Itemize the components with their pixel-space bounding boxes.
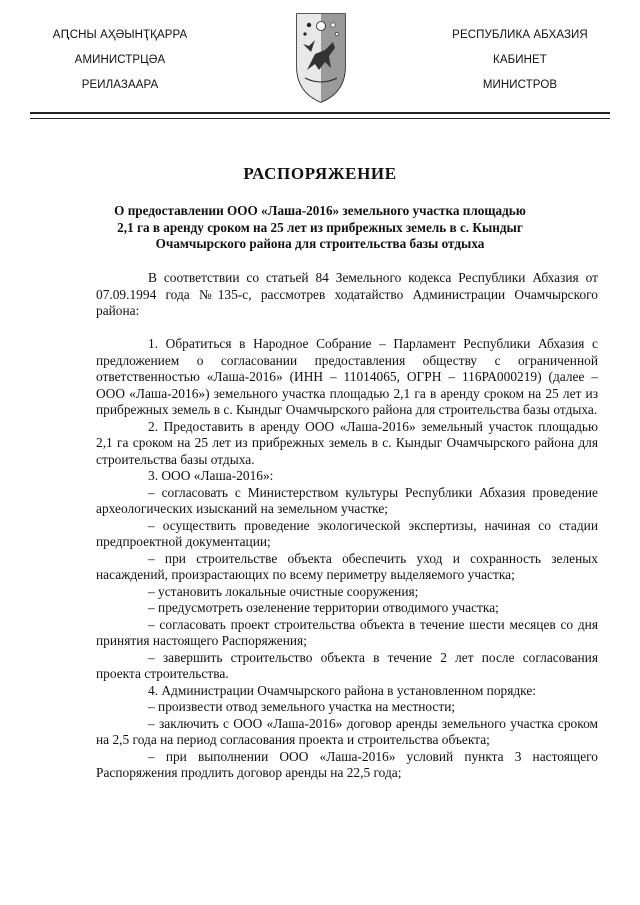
header-abkhaz [20, 28, 220, 103]
header-right-line-3: МИНИСТРОВ [482, 79, 558, 91]
clause-4-item: – при выполнении ООО «Лаша-2016» условий пункта 3 настоящего Распоряжения продлить договор аренды на 22,5 года; [96, 748, 598, 780]
clause-4: 4. Администрации Очамчырского района в установленном порядке: [148, 682, 537, 698]
clause-1: 1. Обратиться в Народное Собрание – Парламент Республики Абхазия с предложением о согласовании предоставления обществу с ограниченной ответственностью «Лаша-2016» (ИНН – 11014065, ОГРН – 116РА000219) (далее – ООО «Лаша-2016») земельного участка площадью 2,1 га в аренду сроком на 25 лет из прибрежных земель в с. Кындыг Очамчырского района для строительства базы отдыха. [96, 336, 598, 417]
clause-4-item: – заключить с ООО «Лаша-2016» договор аренды земельного участка сроком на 2,5 года на период согласования проекта и строительства объекта; [96, 715, 598, 747]
clause-4-item: – произвести отвод земельного участка на местности; [148, 699, 456, 714]
clause-3-item: – согласовать с Министерством культуры Республики Абхазия проведение археологических изысканий на земельном участке; [96, 484, 598, 516]
header-left-line-3: РЕИЛАЗААРА [81, 79, 159, 91]
clause-2: 2. Предоставить в аренду ООО «Лаша-2016» земельный участок площадью 2,1 га сроком на 25 лет из прибрежных земель в с. Кындыг Очамчырского района для строительства базы отдыха. [96, 418, 598, 467]
document-body [96, 270, 598, 782]
clause-3-item: – установить локальные очистные сооружения; [148, 583, 419, 599]
clause-3-item: – предусмотреть озеленение территории отводимого участка; [148, 600, 499, 615]
clause-3: 3. ООО «Лаша-2016»: [148, 468, 274, 483]
document-subject: О предоставлении ООО «Лаша-2016» земельного участка площадью 2,1 га в аренду сроком на 25 лет из прибрежных земель в с. Кындыг Очамчырского района для строительства базы отдыха [114, 203, 526, 251]
clause-3-item: – согласовать проект строительства объекта в течение шести месяцев со дня принятия настоящего Распоряжения; [96, 616, 598, 648]
coat-of-arms-emblem [295, 12, 347, 104]
document-title: РАСПОРЯЖЕНИЕ [243, 164, 397, 183]
header-left-line-1: АԤСНЫ АҲӘЫНҬҚАРРА [52, 29, 188, 41]
header-divider-thin [30, 118, 610, 119]
preamble-paragraph: В соответствии со статьей 84 Земельного кодекса Республики Абхазия от 07.09.1994 года №135-с, рассмотрев ходатайство Администрации Очамчырского района: [96, 270, 598, 318]
header-russian [420, 28, 620, 103]
header-divider-thick [30, 112, 610, 114]
header-right-line-2: КАБИНЕТ [493, 54, 547, 66]
clause-3-item: – при строительстве объекта обеспечить уход и сохранность зеленых насаждений, произрастающих по всему периметру выделяемого участка; [96, 550, 598, 582]
header-right-line-1: РЕСПУБЛИКА АБХАЗИЯ [452, 29, 588, 41]
clause-3-item: – завершить строительство объекта в течение 2 лет после согласования проекта строительства. [96, 649, 598, 681]
clause-3-item: – осуществить проведение экологической экспертизы, начиная со стадии предпроектной документации; [96, 517, 598, 549]
header-left-line-2: АМИНИСТРЦӘА [74, 54, 166, 66]
